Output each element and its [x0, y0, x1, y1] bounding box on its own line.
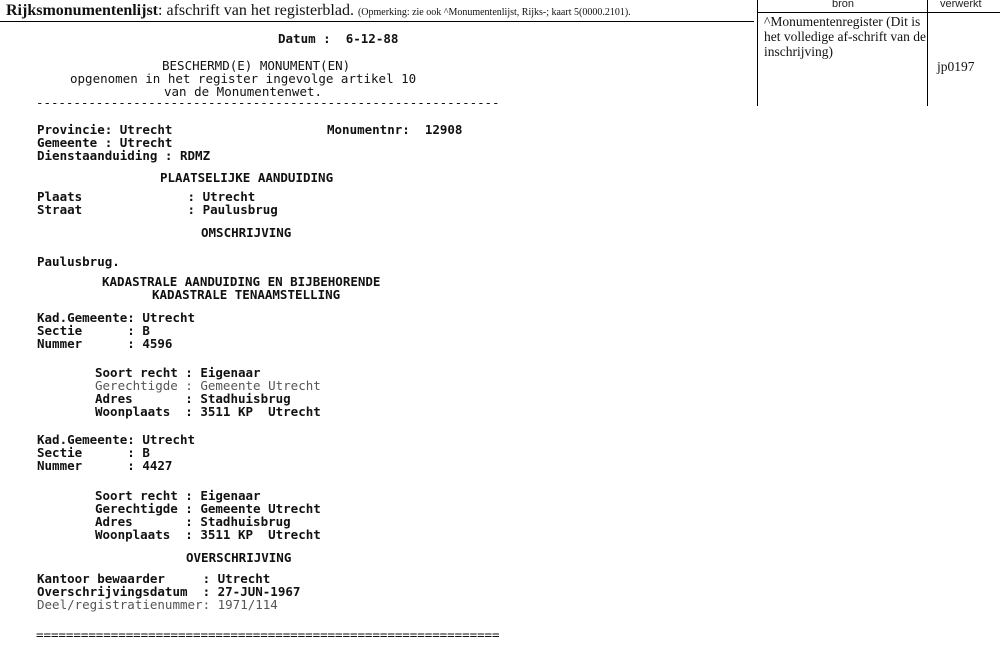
k2-nummer: Nummer : 4427: [37, 458, 173, 473]
header-rule: [0, 21, 754, 22]
bron-value: ^Monumentenregister (Dit is het volledige af-schrift van de inschrijving): [764, 14, 926, 59]
k1-sectie: Sectie : B: [37, 323, 150, 338]
plaats-line: Plaats : Utrecht: [37, 189, 256, 204]
gemeente-line: Gemeente : Utrecht: [37, 135, 173, 150]
equals-rule: ==============================================================: [36, 627, 500, 642]
omschrijving-text: Paulusbrug.: [37, 254, 120, 269]
k1-gemeente: Kad.Gemeente: Utrecht: [37, 310, 196, 325]
k2-soort: Soort recht : Eigenaar: [95, 488, 261, 503]
k2-sectie: Sectie : B: [37, 445, 150, 460]
title-note: (Opmerking: zie ook ^Monumentenlijst, Rijks-; kaart 5(0000.2101).: [357, 7, 631, 18]
title-bold: Rijksmonumentenlijst: [6, 2, 159, 19]
section-overschrijving: OVERSCHRIJVING: [186, 550, 292, 565]
k2-adres: Adres : Stadhuisbrug: [95, 514, 291, 529]
col-bron-header: bron: [832, 0, 855, 10]
kantoor-line: Kantoor bewaarder : Utrecht: [37, 571, 271, 586]
deel-line: Deel/registratienummer: 1971/114: [37, 597, 278, 612]
table-border-left: [757, 0, 758, 106]
k1-adres: Adres : Stadhuisbrug: [95, 391, 291, 406]
section-plaatselijk: PLAATSELIJKE AANDUIDING: [160, 170, 334, 185]
source-table: [757, 0, 1000, 106]
monumentnr-line: Monumentnr: 12908: [327, 122, 463, 137]
page-title: [6, 2, 631, 20]
k1-woonplaats: Woonplaats : 3511 KP Utrecht: [95, 404, 321, 419]
provincie-line: Provincie: Utrecht: [37, 122, 173, 137]
k1-gerechtigde: Gerechtigde : Gemeente Utrecht: [95, 378, 321, 393]
overschrijvingsdatum-line: Overschrijvingsdatum : 27-JUN-1967: [37, 584, 301, 599]
dash-rule: --------------------------------------------------------------: [36, 95, 500, 110]
title-rest: : afschrift van het registerblad.: [158, 2, 354, 19]
k1-soort: Soort recht : Eigenaar: [95, 365, 261, 380]
section-kadastraal-2: KADASTRALE TENAAMSTELLING: [152, 287, 341, 302]
k2-gerechtigde: Gerechtigde : Gemeente Utrecht: [95, 501, 321, 516]
heading-line-2: opgenomen in het register ingevolge artikel 10: [70, 71, 417, 86]
heading-line-3: van de Monumentenwet.: [164, 84, 323, 99]
datum-line: Datum : 6-12-88: [278, 31, 399, 46]
dienst-line: Dienstaanduiding : RDMZ: [37, 148, 211, 163]
k2-gemeente: Kad.Gemeente: Utrecht: [37, 432, 196, 447]
k2-woonplaats: Woonplaats : 3511 KP Utrecht: [95, 527, 321, 542]
table-header-rule: [757, 12, 1000, 13]
verwerkt-value: jp0197: [937, 59, 975, 74]
section-kadastraal-1: KADASTRALE AANDUIDING EN BIJBEHORENDE: [102, 274, 381, 289]
k1-nummer: Nummer : 4596: [37, 336, 173, 351]
section-omschrijving: OMSCHRIJVING: [201, 225, 292, 240]
straat-line: Straat : Paulusbrug: [37, 202, 278, 217]
heading-line-1: BESCHERMD(E) MONUMENT(EN): [162, 58, 351, 73]
col-verwerkt-header: verwerkt: [940, 0, 982, 10]
